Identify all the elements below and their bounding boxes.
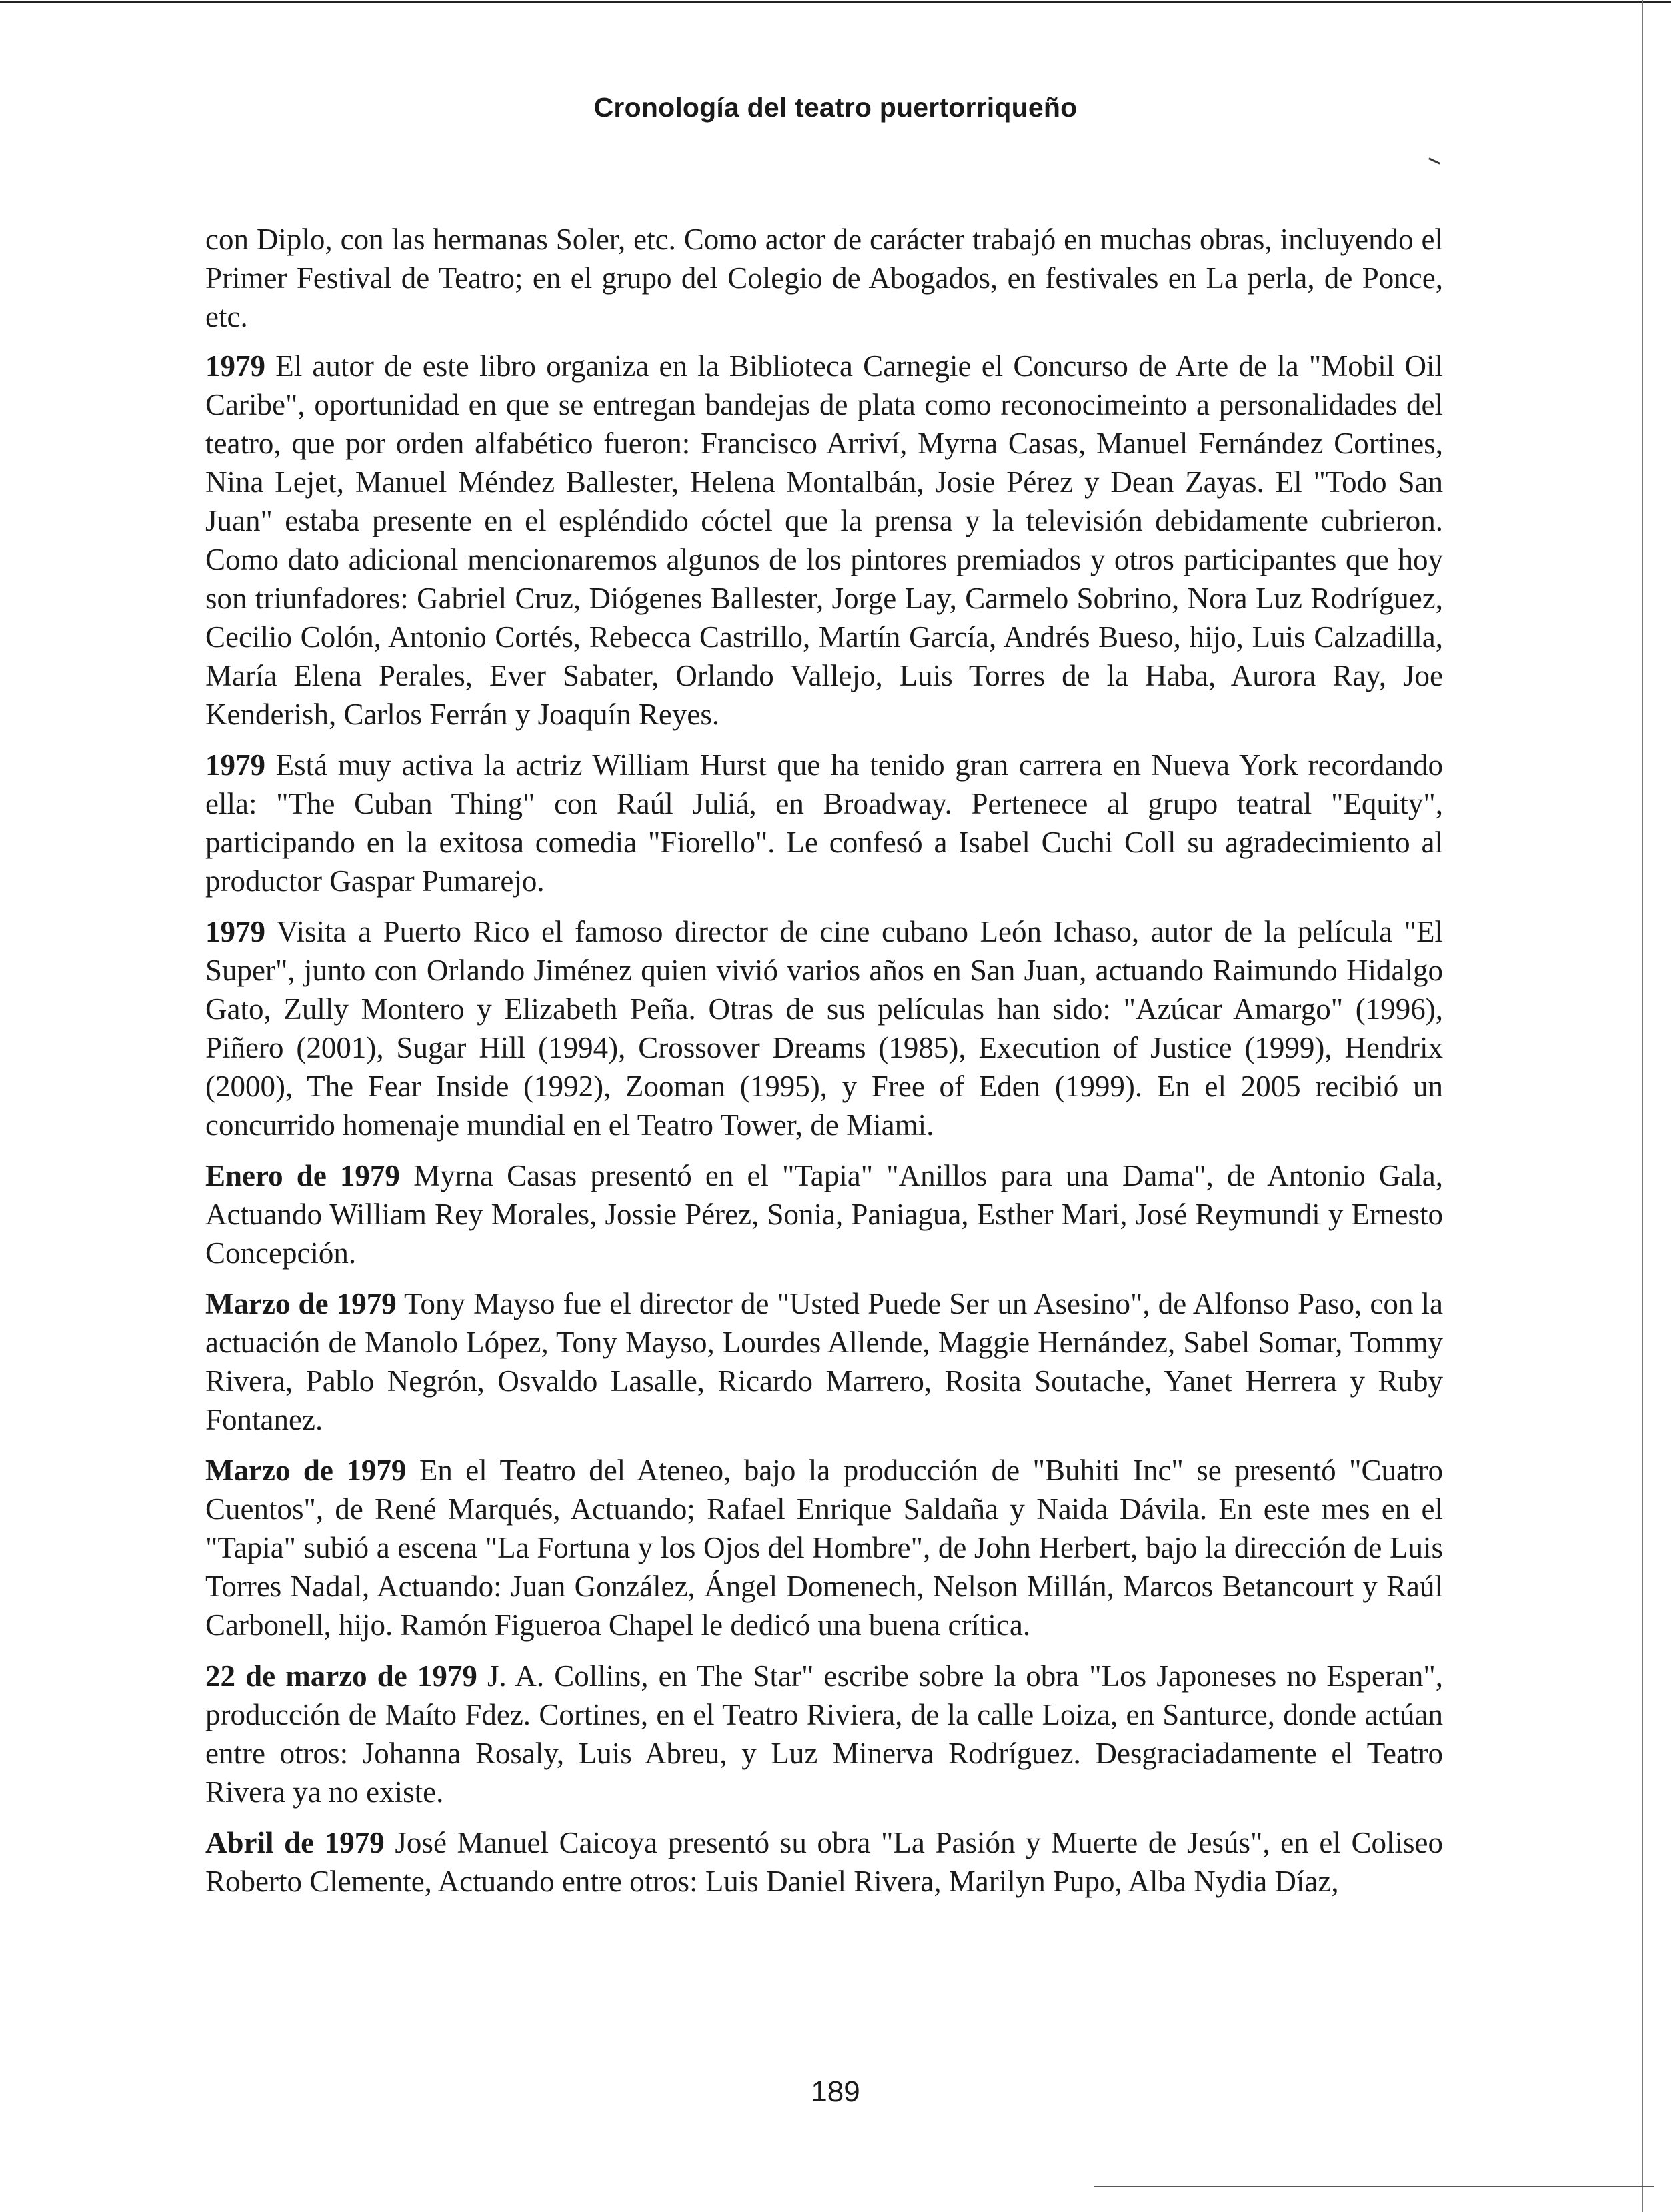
- scan-border-bottom: [1094, 2186, 1654, 2187]
- entry-date: 1979: [205, 915, 265, 948]
- entry-text: Tony Mayso fue el director de "Usted Puede Ser un Asesino", de Alfonso Paso, con la actuación de Manolo López, Tony Mayso, Lourdes Allende, Maggie Hernández, Sabel Somar, Tommy Rivera, Pablo Negrón, Osvaldo Lasalle, Ricardo Marrero, Rosita Soutache, Yanet Herrera y Ruby Fontanez.: [205, 1287, 1444, 1436]
- chronology-entry: [205, 746, 1443, 900]
- entry-date: Enero de 1979: [205, 1159, 400, 1192]
- entry-text: José Manuel Caicoya presentó su obra "La Pasión y Muerte de Jesús", en el Coliseo Roberto Clemente, Actuando entre otros: Luis Daniel Rivera, Marilyn Pupo, Alba Nydia Díaz,: [205, 1826, 1443, 1898]
- entry-date: 1979: [205, 349, 265, 383]
- entry-date: Marzo de 1979: [205, 1287, 397, 1320]
- entry-text: Está muy activa la actriz William Hurst que ha tenido gran carrera en Nueva York recordando ella: "The Cuban Thing" con Raúl Juliá, en Broadway. Pertenece al grupo teatral "Equity", participando en la exitosa comedia "Fiorello". Le confesó a Isabel Cuchi Coll su agradecimiento al productor Gaspar Pumarejo.: [205, 748, 1443, 898]
- entry-date: Marzo de 1979: [205, 1454, 407, 1487]
- entry-text: El autor de este libro organiza en la Biblioteca Carnegie el Concurso de Arte de la "Mobil Oil Caribe", oportunidad en que se entregan bandejas de plata como reconocimeinto a personalidades del teatro, que por orden alfabético fueron: Francisco Arriví, Myrna Casas, Manuel Fernández Cortines, Nina Lejet, Manuel Méndez Ballester, Helena Montalbán, Josie Pérez y Dean Zayas. El "Todo San Juan" estaba presente en el espléndido cóctel que la prensa y la televisión debidamente cubrieron. Como dato adicional mencionaremos algunos de los pintores premiados y otros participantes que hoy son triunfadores: Gabriel Cruz, Diógenes Ballester, Jorge Lay, Carmelo Sobrino, Nora Luz Rodríguez, Cecilio Colón, Antonio Cortés, Rebecca Castrillo, Martín García, Andrés Bueso, hijo, Luis Calzadilla, María Elena Perales, Ever Sabater, Orlando Vallejo, Luis Torres de la Haba, Aurora Ray, Joe Kenderish, Carlos Ferrán y Joaquín Reyes.: [205, 349, 1443, 731]
- chronology-entry: [205, 912, 1443, 1144]
- chronology-entry: [205, 347, 1443, 734]
- scan-mark: [1428, 157, 1440, 164]
- running-header: Cronología del teatro puertorriqueño: [593, 92, 1078, 123]
- entry-text: En el Teatro del Ateneo, bajo la producción de "Buhiti Inc" se presentó "Cuatro Cuentos", de René Marqués, Actuando; Rafael Enrique Saldaña y Naida Dávila. En este mes en el "Tapia" subió a escena "La Fortuna y los Ojos del Hombre", de John Herbert, bajo la dirección de Luis Torres Nadal, Actuando: Juan González, Ángel Domenech, Nelson Millán, Marcos Betancourt y Raúl Carbonell, hijo. Ramón Figueroa Chapel le dedicó una buena crítica.: [205, 1454, 1443, 1642]
- entry-text: Visita a Puerto Rico el famoso director de cine cubano León Ichaso, autor de la película "El Super", junto con Orlando Jiménez quien vivió varios años en San Juan, actuando Raimundo Hidalgo Gato, Zully Montero y Elizabeth Peña. Otras de sus películas han sido: "Azúcar Amargo" (1996), Piñero (2001), Sugar Hill (1994), Crossover Dreams (1985), Execution of Justice (1999), Hendrix (2000), The Fear Inside (1992), Zooman (1995), y Free of Eden (1999). En el 2005 recibió un concurrido homenaje mundial en el Teatro Tower, de Miami.: [205, 915, 1443, 1142]
- chronology-entry: [205, 1823, 1443, 1901]
- entry-text: J. A. Collins, en The Star" escribe sobre la obra "Los Japoneses no Esperan", producción de Maíto Fdez. Cortines, en el Teatro Riviera, de la calle Loiza, en Santurce, donde actúan entre otros: Johanna Rosaly, Luis Abreu, y Luz Minerva Rodríguez. Desgraciadamente el Teatro Rivera ya no existe.: [205, 1659, 1443, 1809]
- chronology-entry: [205, 1451, 1443, 1644]
- chronology-entry: [205, 1284, 1443, 1439]
- scan-border-top: [0, 1, 1671, 3]
- paragraph-continuation: [205, 220, 1443, 336]
- entry-date: Abril de 1979: [205, 1826, 385, 1859]
- entry-date: 1979: [205, 748, 265, 782]
- page-number: 189: [811, 2075, 860, 2108]
- scan-border-right: [1642, 0, 1643, 2212]
- entry-date: 22 de marzo de 1979: [205, 1659, 477, 1693]
- entry-text: con Diplo, con las hermanas Soler, etc. Como actor de carácter trabajó en muchas obras, incluyendo el Primer Festival de Teatro; en el grupo del Colegio de Abogados, en festivales en La perla, de Ponce, etc.: [205, 223, 1443, 333]
- chronology-entry: [205, 1156, 1443, 1272]
- entry-text: Myrna Casas presentó en el "Tapia" "Anillos para una Dama", de Antonio Gala, Actuando William Rey Morales, Jossie Pérez, Sonia, Paniagua, Esther Mari, José Reymundi y Ernesto Concepción.: [205, 1159, 1443, 1270]
- chronology-entry: [205, 1656, 1443, 1811]
- page-body: [205, 220, 1443, 1913]
